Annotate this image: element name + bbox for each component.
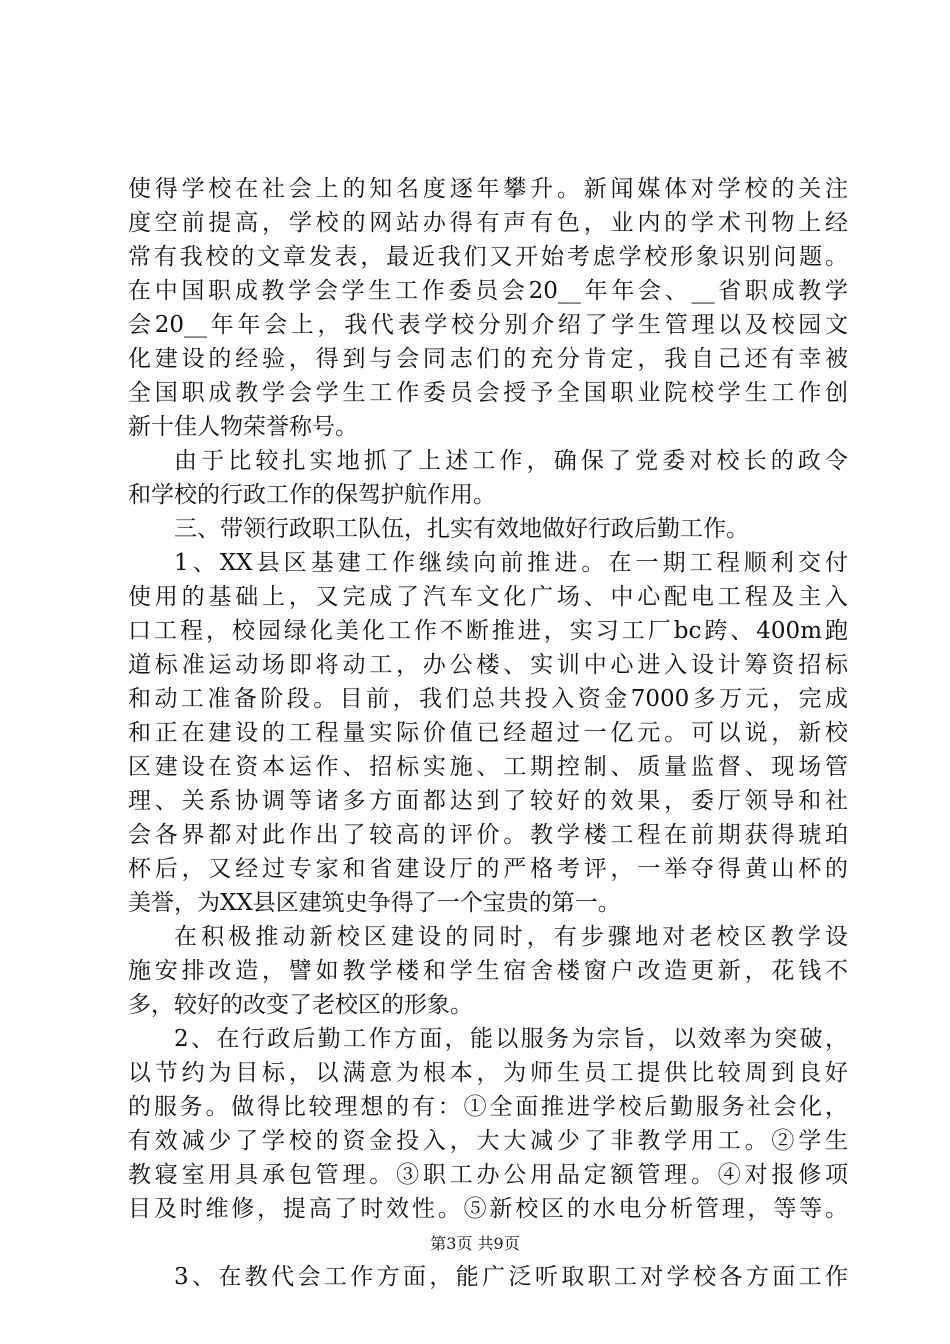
text-line: 美誉，为XX县区建筑史争得了一个宝贵的第一。	[128, 890, 621, 916]
text-line: 和学校的行政工作的保驾护航作用。	[128, 482, 496, 508]
text-line: 使得学校在社会上的知名度逐年攀升。新闻媒体对学校的关注	[128, 176, 848, 202]
text-line: 有效减少了学校的资金投入，大大减少了非教学用工。②学生	[128, 1128, 848, 1154]
text-line: 口工程，校园绿化美化工作不断推进，实习工厂bc跨、400m跑	[128, 618, 848, 644]
text-line: 在中国职成教学会学生工作委员会20__年年会、__省职成教学	[128, 278, 848, 304]
text-line: 常有我校的文章发表，最近我们又开始考虑学校形象识别问题。	[128, 244, 848, 270]
text-line: 教寝室用具承包管理。③职工办公用品定额管理。④对报修项	[128, 1162, 848, 1188]
paragraph-first-line: 在积极推动新校区建设的同时，有步骤地对老校区教学设	[174, 924, 848, 950]
paragraph-first-line: 1、XX县区基建工作继续向前推进。在一期工程顺利交付	[174, 550, 848, 576]
text-line: 杯后，又经过专家和省建设厅的严格考评，一举夺得黄山杯的	[128, 856, 848, 882]
text-line: 施安排改造，譬如教学楼和学生宿舍楼窗户改造更新，花钱不	[128, 958, 848, 984]
page-footer: 第3页 共9页	[430, 1234, 520, 1253]
text-line: 全国职成教学会学生工作委员会授予全国职业院校学生工作创	[128, 380, 848, 406]
text-line: 度空前提高，学校的网站办得有声有色，业内的学术刊物上经	[128, 210, 848, 236]
text-line: 化建设的经验，得到与会同志们的充分肯定，我自己还有幸被	[128, 346, 848, 372]
text-line: 和动工准备阶段。目前，我们总共投入资金7000多万元，完成	[128, 686, 848, 712]
document-body	[128, 172, 848, 1294]
text-line: 多，较好的改变了老校区的形象。	[128, 992, 473, 1018]
text-line: 区建设在资本运作、招标实施、工期控制、质量监督、现场管	[128, 754, 848, 780]
paragraph-first-line: 3、在教代会工作方面，能广泛听取职工对学校各方面工作	[174, 1264, 848, 1290]
text-line: 理、关系协调等诸多方面都达到了较好的效果，委厅领导和社	[128, 788, 848, 814]
text-line: 以节约为目标，以满意为根本，为师生员工提供比较周到良好	[128, 1060, 848, 1086]
text-line: 目及时维修，提高了时效性。⑤新校区的水电分析管理，等等。	[128, 1196, 848, 1222]
text-line: 和正在建设的工程量实际价值已经超过一亿元。可以说，新校	[128, 720, 848, 746]
text-line: 会20__年年会上，我代表学校分别介绍了学生管理以及校园文	[128, 312, 848, 338]
section-heading: 三、带领行政职工队伍，扎实有效地做好行政后勤工作。	[174, 516, 749, 542]
paragraph-first-line: 2、在行政后勤工作方面，能以服务为宗旨，以效率为突破，	[174, 1026, 848, 1052]
text-line: 的服务。做得比较理想的有：①全面推进学校后勤服务社会化，	[128, 1094, 848, 1120]
text-line: 会各界都对此作出了较高的评价。教学楼工程在前期获得琥珀	[128, 822, 848, 848]
text-line: 道标准运动场即将动工，办公楼、实训中心进入设计筹资招标	[128, 652, 848, 678]
paragraph-first-line: 由于比较扎实地抓了上述工作，确保了党委对校长的政令	[174, 448, 848, 474]
text-line: 使用的基础上，又完成了汽车文化广场、中心配电工程及主入	[128, 584, 848, 610]
text-line: 新十佳人物荣誉称号。	[128, 414, 358, 440]
